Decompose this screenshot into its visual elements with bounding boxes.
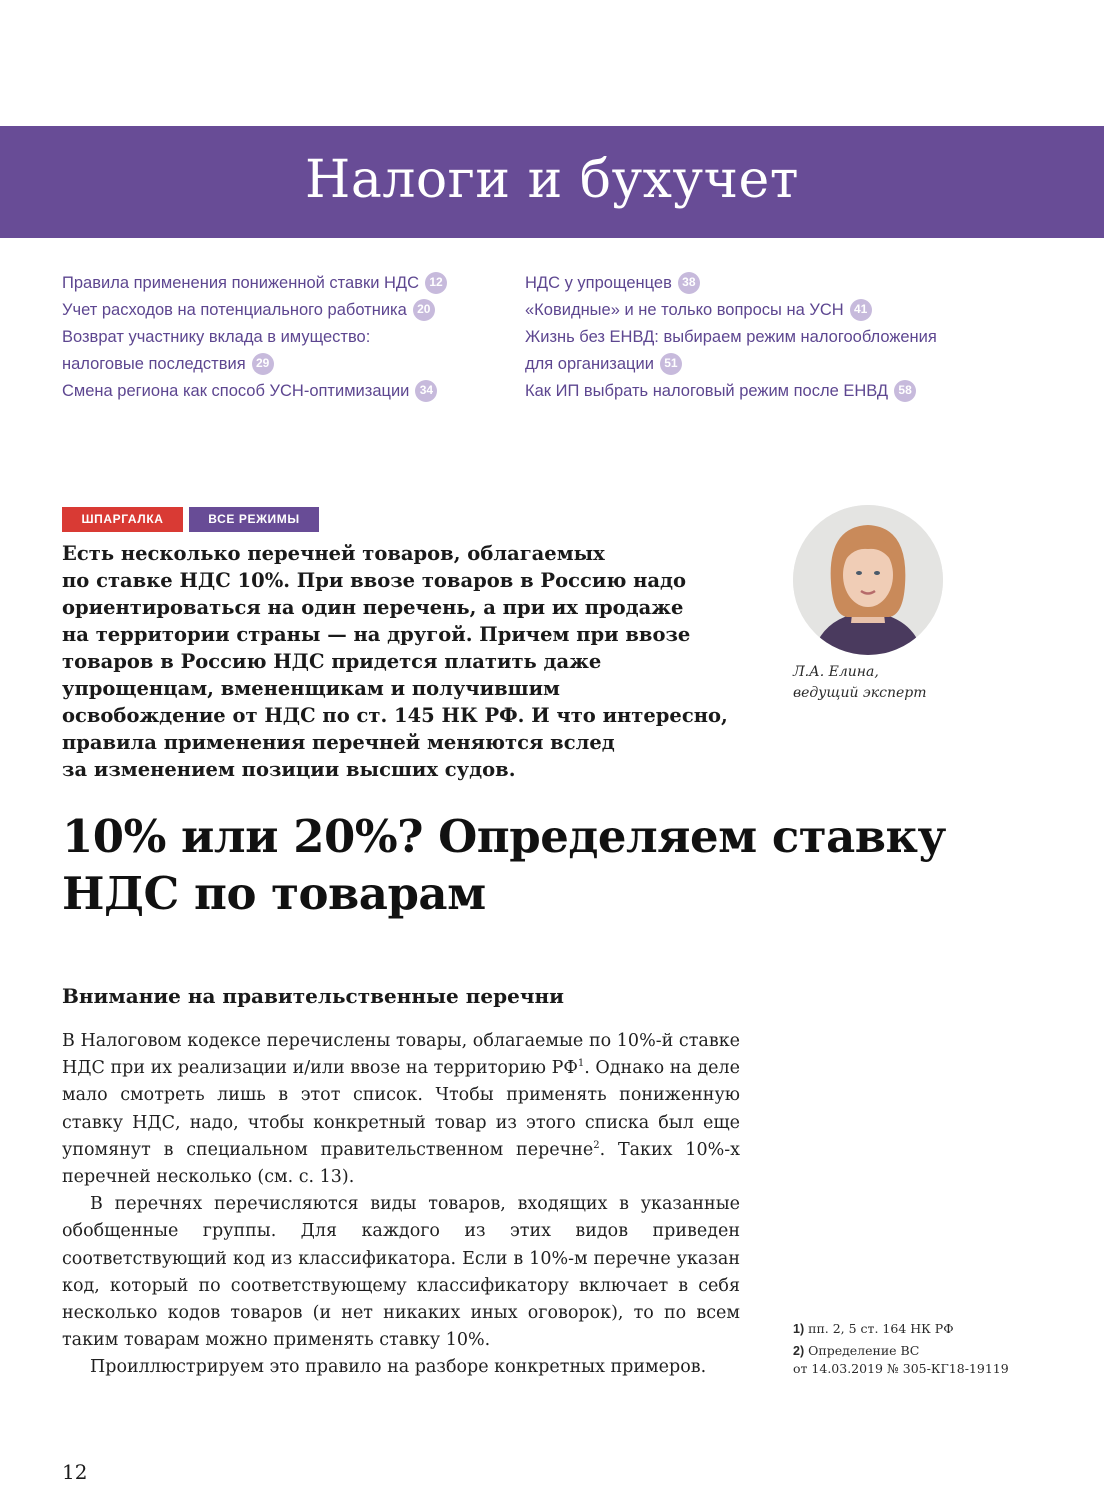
section-banner [0, 126, 1104, 238]
article-tags [62, 507, 319, 532]
body-paragraph: В перечнях перечисляются виды товаров, входящих в указанные обобщенные группы. Для каждого из этих видов приведен соответствующий код из классификатора. Если в 10%-м перечне указан код, который по соответствующему классификатору включает в себя несколько кодов товаров (и нет никаких иных оговорок), то по всем таким товарам можно применять ставку 10%. [62, 1194, 740, 1351]
article-body [62, 1028, 740, 1382]
toc-item-text: Смена региона как способ УСН-оптимизации [62, 382, 410, 400]
lead-line: товаров в Россию НДС придется платить даже [62, 650, 602, 673]
toc-item[interactable] [62, 324, 512, 351]
toc-item[interactable] [525, 324, 1005, 351]
footnote-text: Определение ВС [808, 1343, 920, 1358]
lead-line: ориентироваться на один перечень, а при их продаже [62, 596, 684, 619]
lead-line: упрощенцам, вмененщикам и получившим [62, 677, 560, 700]
section-subheading: Внимание на правительственные перечни [62, 984, 564, 1008]
author-photo [793, 505, 943, 655]
toc-item-text: «Ковидные» и не только вопросы на УСН [525, 301, 844, 319]
toc-item[interactable] [62, 351, 512, 378]
footnotes [793, 1320, 1073, 1381]
body-text: . Таких 10%-х перечней несколько (см. с. 13). [62, 1139, 740, 1188]
body-paragraph [62, 1028, 740, 1191]
toc-item-text: НДС у упрощенцев [525, 274, 672, 292]
body-text: . Однако на деле мало смотреть лишь в этот список. Чтобы применять пониженную ставку НДС, надо, чтобы конкретный товар из этого списка был еще упомянут в специальном правительственном перечне [62, 1058, 740, 1160]
lead-line: Есть несколько перечней товаров, облагаемых [62, 542, 605, 565]
author-portrait-icon [793, 505, 943, 655]
body-paragraph: Проиллюстрируем это правило на разборе конкретных примеров. [90, 1357, 707, 1378]
footnote-ref[interactable]: 1 [577, 1058, 585, 1070]
toc-item-text: Учет расходов на потенциального работника [62, 301, 407, 319]
headline-line: НДС по товарам [62, 867, 486, 920]
author-caption [793, 662, 1013, 704]
body-text: В Налоговом кодексе перечислены товары, облагаемые по 10%-й ставке НДС при их реализации и/или ввозе на территорию РФ [62, 1031, 740, 1079]
footnote-text: пп. 2, 5 ст. 164 НК РФ [808, 1321, 954, 1336]
page-number: 12 [62, 1460, 88, 1484]
tag-all-regimes: ВСЕ РЕЖИМЫ [189, 507, 319, 532]
toc-item[interactable] [525, 270, 1005, 297]
author-name: Л.А. Елина, [793, 664, 879, 680]
toc-page-badge: 38 [678, 272, 700, 294]
toc-page-badge: 58 [894, 380, 916, 402]
lead-line: по ставке НДС 10%. При ввозе товаров в Россию надо [62, 569, 687, 592]
footnote-number: 2) [793, 1344, 805, 1358]
toc-item[interactable] [62, 270, 512, 297]
toc-column-left [62, 270, 512, 405]
toc-column-right [525, 270, 1005, 405]
toc-page-badge: 20 [413, 299, 435, 321]
footnote [793, 1320, 1073, 1338]
lead-line: правила применения перечней меняются вслед [62, 731, 615, 754]
tag-cheatsheet: ШПАРГАЛКА [62, 507, 183, 532]
toc-item-text: Возврат участнику вклада в имущество: [62, 328, 371, 346]
toc-page-badge: 29 [252, 353, 274, 375]
toc-page-badge: 12 [425, 272, 447, 294]
toc-page-badge: 51 [660, 353, 682, 375]
footnote-text: от 14.03.2019 № 305-КГ18-19119 [793, 1361, 1009, 1376]
toc-page-badge: 41 [850, 299, 872, 321]
footnote-ref[interactable]: 2 [593, 1139, 600, 1151]
section-title: Налоги и бухучет [304, 150, 800, 210]
toc-item[interactable] [525, 378, 1005, 405]
lead-line: за изменением позиции высших судов. [62, 758, 516, 781]
lead-line: на территории страны — на другой. Причем при ввозе [62, 623, 691, 646]
toc-item-text: налоговые последствия [62, 355, 246, 373]
toc-item-text: для организации [525, 355, 654, 373]
toc-item[interactable] [525, 351, 1005, 378]
toc-item-text: Как ИП выбрать налоговый режим после ЕНВД [525, 382, 889, 400]
toc-item[interactable] [62, 297, 512, 324]
lead-paragraph [62, 540, 752, 783]
lead-line: освобождение от НДС по ст. 145 НК РФ. И что интересно, [62, 704, 728, 727]
toc-item-text: Правила применения пониженной ставки НДС [62, 274, 420, 292]
toc-item[interactable] [525, 297, 1005, 324]
toc-item[interactable] [62, 378, 512, 405]
toc-page-badge: 34 [415, 380, 437, 402]
article-headline [62, 808, 1062, 922]
footnote [793, 1342, 1073, 1377]
toc-item-text: Жизнь без ЕНВД: выбираем режим налогообложения [525, 328, 937, 346]
footnote-number: 1) [793, 1322, 805, 1336]
author-role: ведущий эксперт [793, 685, 927, 701]
headline-line: 10% или 20%? Определяем ставку [62, 810, 946, 863]
